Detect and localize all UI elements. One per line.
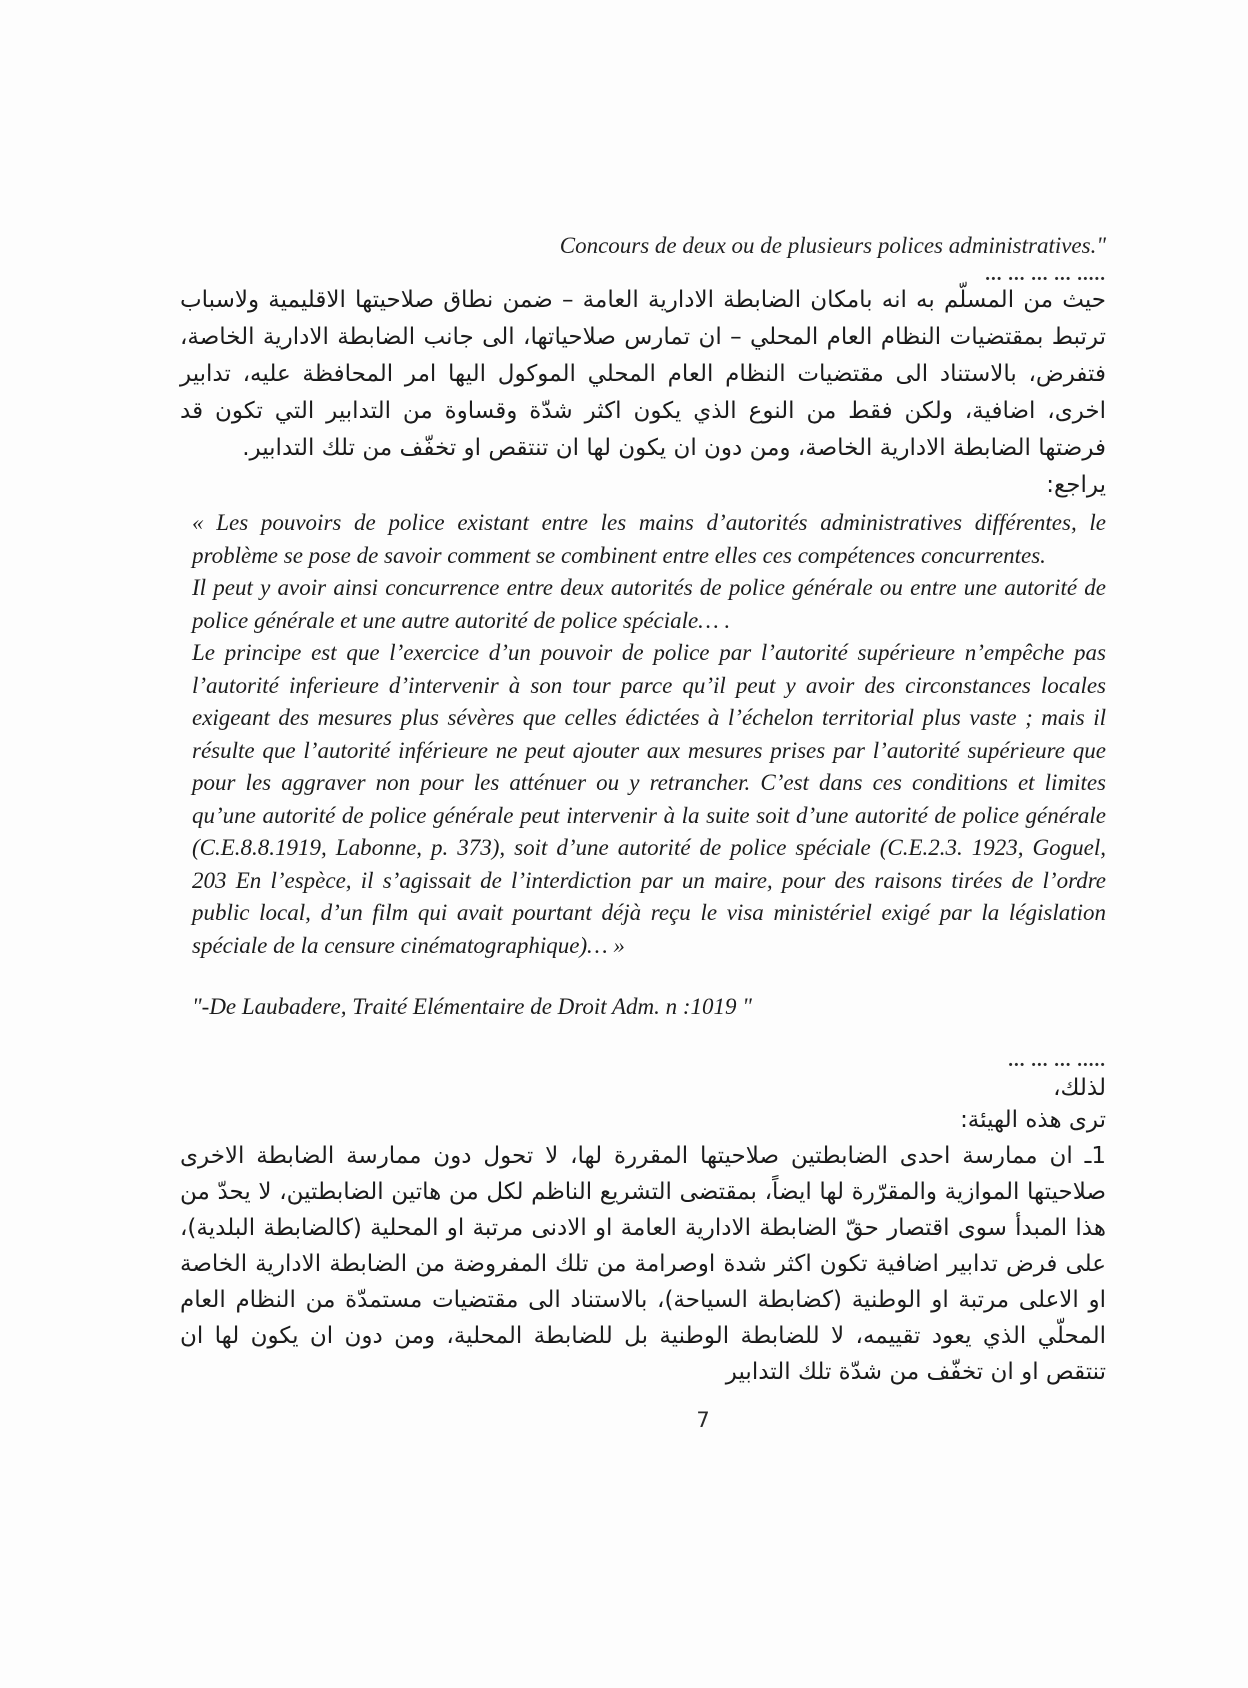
french-quote-paragraph-1: « Les pouvoirs de police existant entre les mains d’autorités administratives différentes, le problème se pose de savoir comment se combinent entre elles ces compétences concurrentes. — [192, 510, 1106, 568]
citation-line: "-De Laubadere, Traité Elémentaire de Droit Adm. n :1019 " — [192, 994, 752, 1019]
ellipsis-separator-bottom: ... ... ... ..... — [1008, 1050, 1106, 1071]
arabic-intro-paragraph: حيث من المسلّم به انه بامكان الضابطة الادارية العامة – ضمن نطاق صلاحيتها الاقليمية ولاسباب ترتبط بمقتضيات النظام العام المحلي – ان تمارس صلاحياتها، الى جانب الضابطة الادارية الخاصة، فتفرض، بالاستناد الى مقتضيات النظام العام المحلي الموكول اليها امر المحافظة عليه، تدابير اخرى، اضافية، ولكن فقط من النوع الذي يكون اكثر شدّة وقساوة من التدابير التي تكون قد فرضتها الضابطة الادارية الخاصة، ومن دون ان يكون لها ان تنتقص او تخفّف من تلك التدابير. — [180, 287, 1106, 461]
document-title-french: Concours de deux ou de plusieurs polices administratives." — [559, 233, 1106, 258]
ellipsis-separator-top: ... ... ... ... ..... — [985, 264, 1106, 285]
french-quote-paragraph-2: Il peut y avoir ainsi concurrence entre deux autorités de police générale ou entre une autorité de police générale et une autre autorité de police spéciale… . — [192, 575, 1106, 633]
tribunal-opinion-label: ترى هذه الهيئة: — [960, 1107, 1106, 1133]
french-quote-block — [180, 507, 1106, 962]
page-number: 7 — [696, 1408, 710, 1432]
french-quote-paragraph-3: Le principe est que l’exercice d’un pouvoir de police par l’autorité supérieure n’empêche pas l’autorité inferieure d’intervenir à son tour parce qu’il peut y avoir des circonstances locales exigeant des mesures plus sévères que celles édictées à l’échelon territorial plus vaste ; mais il résulte que l’autorité inférieure ne peut ajouter aux mesures prises par l’autorité supérieure que pour les aggraver non pour les atténuer ou y retrancher. C’est dans ces conditions et limites qu’une autorité de police générale peut intervenir à la suite soit d’une autorité de police générale (C.E.8.8.1919, Labonne, p. 373), soit d’une autorité de police spéciale (C.E.2.3. 1923, Goguel, 203 En l’espèce, il s’agissait de l’interdiction par un maire, pour des raisons tirées de l’ordre public local, d’un film qui avait pourtant déjà reçu le visa ministériel exigé par la législation spéciale de la censure cinématographique)… » — [192, 640, 1106, 958]
review-label: يراجع: — [1046, 472, 1106, 498]
numbered-item-1: 1ـ ان ممارسة احدى الضابطتين صلاحيتها المقررة لها، لا تحول دون ممارسة الضابطة الاخرى صلاحيتها الموازية والمقرّرة لها ايضاً، بمقتضى التشريع الناظم لكل من هاتين الضابطتين، لا يحدّ من هذا المبدأ سوى اقتصار حقّ الضابطة الادارية العامة او الادنى مرتبة او المحلية (كالضابطة البلدية)، على فرض تدابير اضافية تكون اكثر شدة اوصرامة من تلك المفروضة من الضابطة الادارية الخاصة او الاعلى مرتبة او الوطنية (كضابطة السياحة)، بالاستناد الى مقتضيات مستمدّة من النظام العام المحلّي الذي يعود تقييمه، لا للضابطة الوطنية بل للضابطة المحلية، ومن دون ان يكون لها ان تنتقص او ان تخفّف من شدّة تلك التدابير — [180, 1143, 1106, 1385]
conclusion-lead: لذلك، — [1053, 1075, 1106, 1101]
